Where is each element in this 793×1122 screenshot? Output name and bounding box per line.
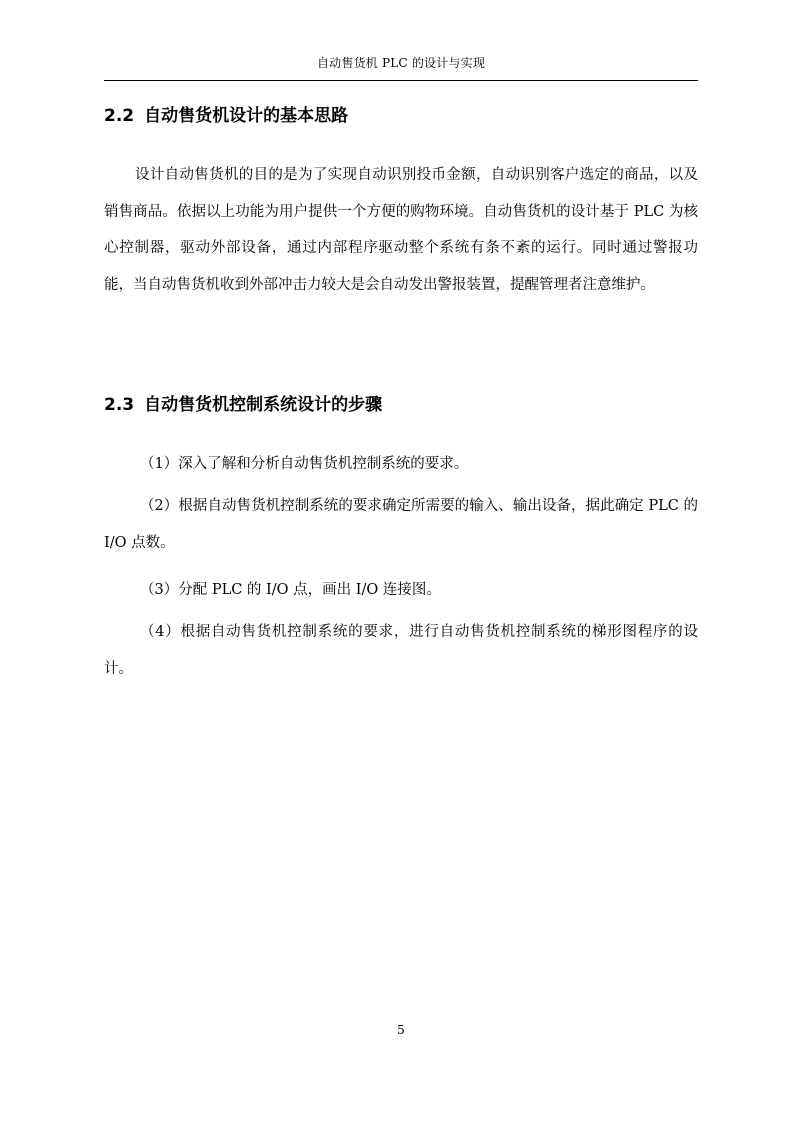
section-title: 自动售货机控制系统设计的步骤 [144,395,383,415]
step-item-1: （1）深入了解和分析自动售货机控制系统的要求。 [140,456,469,472]
step-item-4: （4）根据自动售货机控制系统的要求，进行自动售货机控制系统的梯形图程序的设计。 [104,624,698,677]
page-number: 5 [397,1023,405,1037]
running-header: 自动售货机 PLC 的设计与实现 [316,56,486,70]
step-item-2: （2）根据自动售货机控制系统的要求确定所需要的输入、输出设备，据此确定 PLC 的 I/O 点数。 [104,498,698,551]
section-heading-2-2 [104,104,348,128]
step-item-3: （3）分配 PLC 的 I/O 点，画出 I/O 连接图。 [140,582,441,598]
section-title: 自动售货机设计的基本思路 [144,106,349,126]
section-number: 2.3 [104,395,135,415]
section-heading-2-3 [104,393,382,417]
section-number: 2.2 [104,106,135,126]
header-divider [104,80,698,81]
section-2-2-paragraph: 设计自动售货机的目的是为了实现自动识别投币金额，自动识别客户选定的商品，以及销售商品。依据以上功能为用户提供一个方便的购物环境。自动售货机的设计基于 PLC 为核心控制器，驱动外部设备，通过内部程序驱动整个系统有条不紊的运行。同时通过警报功能，当自动售货机收到外部冲击力较大是会自动发出警报装置，提醒管理者注意维护。 [104,167,698,293]
